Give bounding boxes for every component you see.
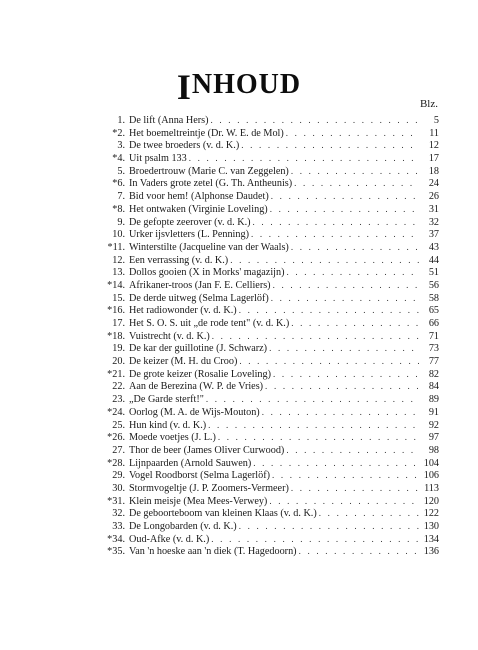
entry-title: De kar der guillotine (J. Schwarz) (129, 343, 268, 355)
entry-title: „De Garde sterft!" (129, 394, 204, 406)
entry-page-number: 120 (423, 495, 439, 507)
toc-entry (100, 368, 439, 381)
entry-number: 22. (112, 381, 125, 393)
entry-title: Uit psalm 133 (129, 153, 187, 165)
entry-page-number: 77 (428, 356, 439, 368)
entry-page-number: 136 (423, 546, 439, 558)
entry-number: 5. (117, 165, 125, 177)
dot-leader (319, 507, 419, 520)
dot-leader (272, 469, 419, 482)
page-title (0, 66, 478, 108)
toc-entry (100, 127, 439, 140)
entry-number: 29. (112, 470, 125, 482)
entry-page-number: 91 (428, 406, 439, 418)
entry-number: *16. (107, 305, 125, 317)
entry-title: Afrikaner-troos (Jan F. E. Celliers) (129, 279, 271, 291)
dot-leader (299, 545, 419, 558)
entry-number: *18. (107, 330, 125, 342)
entry-page-number: 130 (423, 521, 439, 532)
entry-title: Dollos gooien (X in Morks' magazijn) (129, 267, 285, 279)
entry-title: De gefopte zeerover (v. d. K.) (129, 216, 251, 228)
entry-number: *26. (107, 432, 125, 444)
entry-number: 9. (117, 216, 125, 228)
entry-title: Bid voor hem! (Alphonse Daudet) (129, 191, 269, 203)
entry-title: De lift (Anna Hers) (129, 115, 209, 126)
toc-entry (100, 292, 439, 305)
entry-number: 7. (117, 191, 125, 203)
entry-title: Broedertrouw (Marie C. van Zeggelen) (129, 165, 289, 177)
entry-number: 13. (112, 267, 125, 279)
entry-title: De geboorteboom van kleinen Klaas (v. d. K.) (129, 508, 317, 520)
entry-number: 33. (112, 521, 125, 532)
dot-leader (262, 406, 419, 419)
dot-leader (273, 279, 419, 292)
dot-leader (269, 495, 419, 508)
dot-leader (286, 266, 419, 279)
entry-title: Lijnpaarden (Arnold Sauwen) (129, 457, 252, 469)
toc-entry (100, 507, 439, 520)
entry-page-number: 73 (428, 343, 439, 355)
entry-title: De twee broeders (v. d. K.) (129, 140, 240, 152)
entry-title: De keizer (M. H. du Croo) (129, 356, 238, 368)
entry-page-number: 134 (423, 533, 439, 545)
toc-entry (100, 431, 439, 444)
entry-number: 10. (112, 229, 125, 241)
entry-number: 19. (112, 343, 125, 355)
entry-page-number: 5 (433, 115, 439, 126)
entry-page-number: 51 (428, 267, 439, 279)
dot-leader (211, 533, 419, 546)
toc-entry (100, 457, 439, 470)
dot-leader (251, 228, 419, 241)
toc-entry (100, 469, 439, 482)
entry-title: Vogel Roodborst (Selma Lagerlöf) (129, 470, 270, 482)
entry-number: *14. (107, 279, 125, 291)
entry-page-number: 12 (428, 140, 439, 152)
toc-entry (100, 216, 439, 229)
dot-leader (218, 431, 419, 444)
dot-leader (265, 380, 419, 393)
toc-entry (100, 444, 439, 457)
entry-page-number: 11 (429, 127, 439, 139)
toc-entry (100, 419, 439, 432)
toc-entry (100, 228, 439, 241)
entry-number: *35. (107, 546, 125, 558)
dot-leader (230, 254, 419, 267)
dot-leader (273, 368, 419, 381)
entry-number: 25. (112, 419, 125, 431)
entry-title: Het S. O. S. uit „de rode tent" (v. d. K.) (129, 318, 290, 329)
entry-page-number: 113 (424, 482, 439, 494)
entry-title: In Vaders grote zetel (G. Th. Antheunis) (129, 178, 293, 190)
entry-number: 30. (112, 482, 125, 494)
entry-title: Moede voetjes (J. L.) (129, 432, 216, 444)
toc-entry (100, 254, 439, 267)
dot-leader (291, 317, 419, 330)
toc-entry (100, 266, 439, 279)
entry-page-number: 71 (428, 330, 439, 342)
entry-title: Aan de Berezina (W. P. de Vries) (129, 381, 264, 393)
entry-title: Hun kind (v. d. K.) (129, 419, 207, 431)
toc-entry (100, 330, 439, 343)
entry-number: *28. (107, 457, 125, 469)
entry-page-number: 17 (428, 153, 439, 165)
dot-leader (294, 177, 419, 190)
entry-page-number: 18 (428, 165, 439, 177)
dot-leader (189, 152, 419, 165)
toc-entry (100, 177, 439, 190)
entry-page-number: 98 (428, 444, 439, 456)
dot-leader (286, 444, 419, 457)
toc-entry (100, 393, 439, 406)
entry-number: 3. (117, 140, 125, 152)
entry-page-number: 37 (428, 229, 439, 241)
dot-leader (286, 127, 419, 140)
toc-entry (100, 114, 439, 127)
entry-title: Het radiowonder (v. d. K.) (129, 305, 237, 317)
entry-page-number: 24 (428, 178, 439, 190)
toc-entry (100, 190, 439, 203)
toc-entry (100, 495, 439, 508)
entry-title: De derde uitweg (Selma Lagerlöf) (129, 292, 269, 304)
entry-number: *8. (112, 203, 125, 215)
entry-title: Klein meisje (Mea Mees-Verwey) (129, 495, 268, 507)
dot-leader (211, 114, 420, 127)
title-rest: NHOUD (191, 69, 302, 100)
entry-page-number: 66 (428, 318, 439, 329)
entry-page-number: 32 (428, 216, 439, 228)
entry-title: Vuistrecht (v. d. K.) (129, 330, 210, 342)
dot-leader (291, 241, 419, 254)
toc-entry (100, 241, 439, 254)
dot-leader (239, 355, 419, 368)
toc-entry (100, 165, 439, 178)
entry-page-number: 122 (423, 508, 439, 520)
toc-entry (100, 317, 439, 330)
entry-number: *21. (107, 368, 125, 380)
entry-page-number: 58 (428, 292, 439, 304)
entry-title: Van 'n hoeske aan 'n diek (T. Hagedoorn) (129, 546, 297, 558)
dot-leader (253, 457, 419, 470)
entry-title: Urker ijsvletters (L. Penning) (129, 229, 249, 241)
entry-number: 23. (112, 394, 125, 406)
entry-number: *4. (112, 153, 125, 165)
entry-number: *34. (107, 533, 125, 545)
toc-entry (100, 520, 439, 533)
toc-entry (100, 482, 439, 495)
entry-page-number: 65 (428, 305, 439, 317)
entry-title: De Longobarden (v. d. K.) (129, 521, 237, 532)
dot-leader (241, 139, 419, 152)
entry-title: Winterstilte (Jacqueline van der Waals) (129, 241, 289, 253)
entry-number: 12. (112, 254, 125, 266)
entry-number: 1. (117, 115, 125, 126)
entry-page-number: 97 (428, 432, 439, 444)
table-of-contents (100, 114, 439, 558)
toc-entry (100, 279, 439, 292)
dot-leader (291, 482, 419, 495)
title-initial: I (176, 67, 192, 107)
entry-page-number: 43 (428, 241, 439, 253)
entry-number: 17. (112, 318, 125, 329)
dot-leader (212, 330, 419, 343)
dot-leader (253, 216, 419, 229)
toc-entry (100, 139, 439, 152)
entry-number: *24. (107, 406, 125, 418)
entry-page-number: 106 (423, 470, 439, 482)
entry-number: *6. (112, 178, 125, 190)
entry-title: Het boemeltreintje (Dr. W. E. de Mol) (129, 127, 284, 139)
entry-number: 20. (112, 356, 125, 368)
entry-title: Een verrassing (v. d. K.) (129, 254, 229, 266)
toc-entry (100, 304, 439, 317)
toc-entry (100, 152, 439, 165)
entry-number: 32. (112, 508, 125, 520)
entry-number: 27. (112, 444, 125, 456)
toc-entry (100, 406, 439, 419)
toc-entry (100, 342, 439, 355)
entry-page-number: 26 (428, 191, 439, 203)
page-column-header: Blz. (419, 98, 438, 110)
entry-page-number: 56 (428, 279, 439, 291)
entry-title: Oud-Afke (v. d. K.) (129, 533, 210, 545)
entry-page-number: 92 (428, 419, 439, 431)
dot-leader (271, 190, 419, 203)
toc-entry (100, 203, 439, 216)
entry-page-number: 82 (428, 368, 439, 380)
dot-leader (269, 342, 419, 355)
entry-title: De grote keizer (Rosalie Loveling) (129, 368, 272, 380)
dot-leader (271, 292, 419, 305)
entry-title: Stormvogeltje (J. P. Zoomers-Vermeer) (129, 482, 289, 494)
entry-number: *11. (107, 241, 125, 253)
entry-number: *2. (112, 127, 125, 139)
entry-page-number: 31 (428, 203, 439, 215)
entry-title: Oorlog (M. A. de Wijs-Mouton) (129, 406, 260, 418)
dot-leader (208, 419, 419, 432)
toc-entry (100, 380, 439, 393)
entry-page-number: 89 (428, 394, 439, 406)
entry-page-number: 104 (423, 457, 439, 469)
entry-title: Thor de beer (James Oliver Curwood) (129, 444, 285, 456)
entry-number: *31. (107, 495, 125, 507)
dot-leader (270, 203, 419, 216)
toc-entry (100, 533, 439, 546)
dot-leader (239, 304, 419, 317)
dot-leader (291, 165, 419, 178)
toc-entry (100, 545, 439, 558)
dot-leader (206, 393, 419, 406)
entry-page-number: 44 (428, 254, 439, 266)
entry-title: Het ontwaken (Virginie Loveling) (129, 203, 268, 215)
toc-entry (100, 355, 439, 368)
entry-page-number: 84 (428, 381, 439, 393)
dot-leader (239, 520, 419, 533)
entry-number: 15. (112, 292, 125, 304)
